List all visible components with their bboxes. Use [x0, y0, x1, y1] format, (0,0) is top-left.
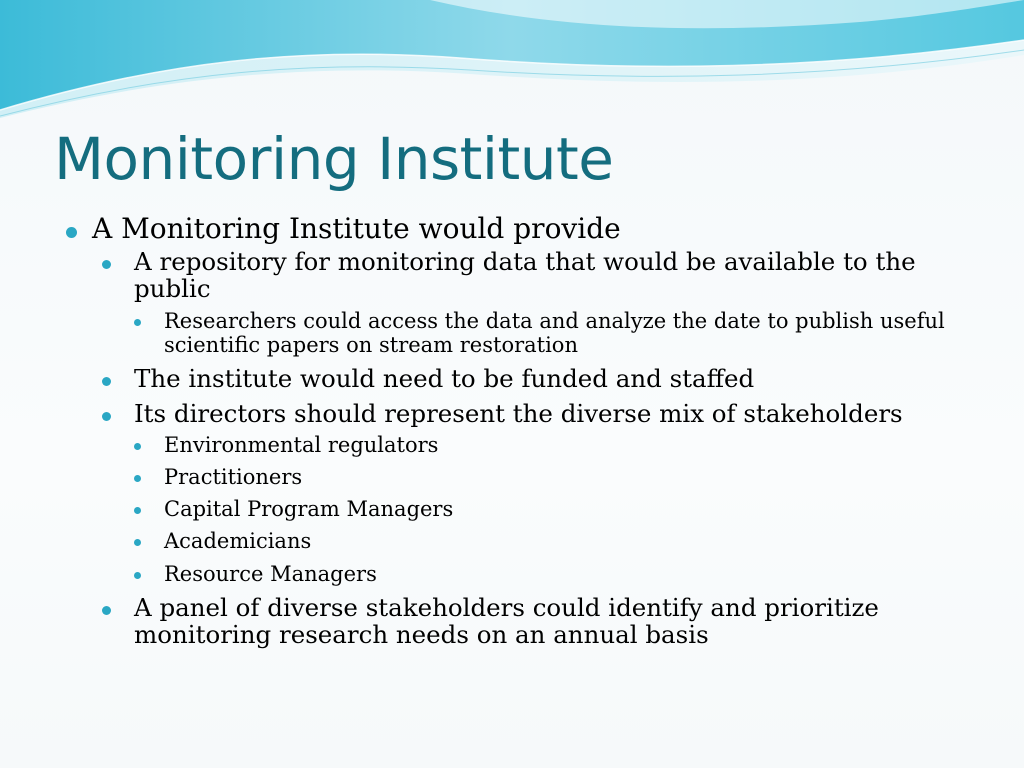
bullet-dot-icon — [134, 475, 141, 482]
slide-title: Monitoring Institute — [54, 125, 614, 193]
bullet-dot-icon — [102, 606, 111, 615]
slide-content — [60, 214, 980, 656]
bullet-item — [102, 400, 980, 586]
bullet-dot-icon — [102, 412, 111, 421]
bullet-text: Researchers could access the data and analyze the date to publish useful scientific papers on stream restoration — [164, 308, 945, 357]
bullet-text: The institute would need to be funded and staffed — [134, 364, 755, 394]
bullet-item — [134, 465, 980, 489]
bullet-dot-icon — [134, 443, 141, 450]
bullet-item — [134, 309, 980, 357]
bullet-item — [134, 433, 980, 457]
bullet-text: A Monitoring Institute would provide — [92, 212, 621, 245]
bullet-dot-icon — [102, 377, 111, 386]
bullet-text: A panel of diverse stakeholders could identify and prioritize monitoring research needs on an annual basis — [134, 592, 879, 650]
bullet-dot-icon — [134, 539, 141, 546]
bullet-list-level-1 — [60, 214, 980, 649]
bullet-item — [60, 214, 980, 649]
bullet-dot-icon — [134, 507, 141, 514]
bullet-item — [102, 248, 980, 357]
bullet-text: Capital Program Managers — [164, 497, 454, 522]
bullet-text: Its directors should represent the diverse mix of stakeholders — [134, 398, 903, 428]
bullet-dot-icon — [134, 572, 141, 579]
bullet-text: Academicians — [164, 529, 312, 554]
bullet-text: Practitioners — [164, 465, 303, 490]
bullet-text: Resource Managers — [164, 561, 377, 586]
wave-header-decoration — [0, 0, 1024, 120]
bullet-text: A repository for monitoring data that would be available to the public — [134, 246, 916, 304]
bullet-item — [134, 529, 980, 553]
bullet-list-level-3 — [134, 433, 980, 586]
bullet-dot-icon — [66, 227, 77, 238]
bullet-dot-icon — [102, 260, 111, 269]
bullet-item — [102, 365, 980, 392]
bullet-dot-icon — [134, 319, 141, 326]
bullet-item — [134, 562, 980, 586]
bullet-item — [102, 594, 980, 649]
bullet-list-level-2 — [92, 248, 980, 649]
bullet-item — [134, 497, 980, 521]
bullet-list-level-3 — [134, 309, 980, 357]
bullet-text: Environmental regulators — [164, 432, 439, 457]
